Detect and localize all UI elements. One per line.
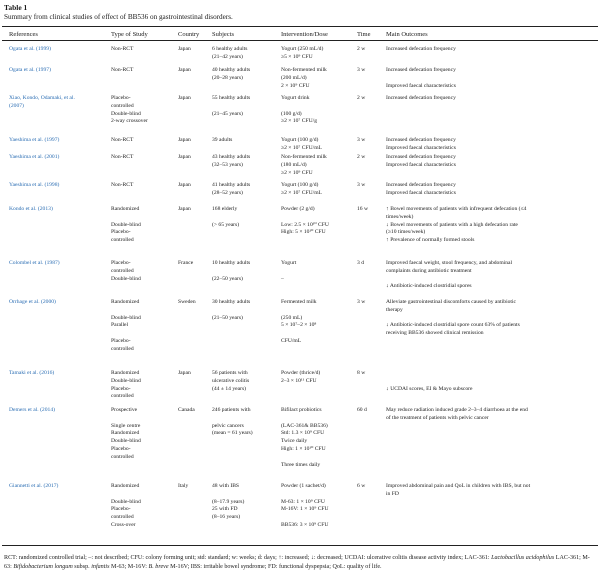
type-of-study-cell-line: Double-blind bbox=[111, 377, 141, 384]
intervention-cell bbox=[281, 154, 327, 177]
reference-cell bbox=[9, 137, 59, 145]
outcomes-cell-line: May reduce radiation induced grade 2–3–4 diarrhoea at the end bbox=[386, 407, 528, 413]
country-cell bbox=[178, 370, 191, 378]
outcomes-cell-line: receiving BB536 showed clinical remission bbox=[386, 330, 484, 337]
reference-cell-line: Giannetti et al. (2017) bbox=[9, 483, 59, 489]
outcomes-cell-line: Improved abdominal pain and QoL in children with IBS, but not bbox=[386, 483, 531, 489]
subjects-cell-line: 40 healthy adults bbox=[212, 67, 251, 73]
intervention-cell-line: CFU/mL bbox=[281, 337, 302, 344]
reference-cell bbox=[9, 260, 60, 268]
type-of-study-cell-line: Placebo- bbox=[111, 95, 131, 101]
reference-cell bbox=[9, 154, 59, 162]
type-of-study-cell-line: Placebo- bbox=[111, 506, 131, 513]
reference-cell-line: Ogata et al. (1997) bbox=[9, 67, 51, 73]
outcomes-cell-line: in FD bbox=[386, 490, 399, 497]
intervention-cell bbox=[281, 370, 320, 386]
type-of-study-cell-line: 2-way crossover bbox=[111, 118, 148, 125]
type-of-study-cell-line: controlled bbox=[111, 102, 134, 109]
intervention-cell-line: Non-fermented milk bbox=[281, 154, 327, 160]
subjects-cell bbox=[212, 46, 247, 62]
outcomes-cell-line: times/week) bbox=[386, 213, 414, 220]
type-of-study-cell-line: Single centre bbox=[111, 422, 141, 429]
subjects-cell-line: 10 healthy adults bbox=[212, 260, 251, 266]
reference-cell-line: Xiao, Kondo, Odamaki, et al. bbox=[9, 95, 75, 101]
subjects-cell-line bbox=[212, 307, 250, 315]
subjects-cell-line: 168 elderly bbox=[212, 206, 238, 212]
country-cell bbox=[178, 154, 191, 162]
intervention-cell-line: Yogurt (250 mL/d) bbox=[281, 46, 324, 52]
country-cell bbox=[178, 137, 191, 145]
type-of-study-cell-line bbox=[111, 415, 141, 423]
intervention-cell-line bbox=[281, 491, 329, 499]
reference-cell bbox=[9, 206, 53, 214]
intervention-cell-line: ≥2 × 10⁷ CFU/mL bbox=[281, 144, 322, 151]
type-of-study-cell-line bbox=[111, 491, 141, 499]
intervention-cell-line bbox=[281, 103, 317, 111]
type-of-study-cell bbox=[111, 137, 133, 145]
subjects-cell bbox=[212, 137, 232, 145]
reference-cell-line: Yaeshima et al. (2001) bbox=[9, 154, 60, 160]
type-of-study-cell-line: controlled bbox=[111, 453, 134, 460]
type-of-study-cell-line: Non-RCT bbox=[111, 137, 134, 143]
type-of-study-cell-line: Cross-over bbox=[111, 521, 136, 528]
time-cell-line: 16 w bbox=[357, 206, 369, 212]
type-of-study-cell-line: Placebo- bbox=[111, 229, 131, 236]
reference-cell bbox=[9, 299, 56, 307]
reference-cell-line: Orrhage et al. (2000) bbox=[9, 299, 56, 305]
intervention-cell-line: Powder (1 sachet/d) bbox=[281, 483, 326, 489]
intervention-cell-line: (LAC-361& BB536) bbox=[281, 422, 328, 429]
subjects-cell-line: 39 adults bbox=[212, 137, 233, 143]
subjects-cell-line: 56 patients with bbox=[212, 370, 248, 376]
outcomes-cell bbox=[386, 370, 473, 393]
type-of-study-cell-line: Placebo- bbox=[111, 445, 131, 452]
intervention-cell-line: Yogurt (100 g/d) bbox=[281, 137, 319, 143]
intervention-cell-line: Bifilact probiotics bbox=[281, 407, 322, 413]
subjects-cell-line bbox=[212, 415, 253, 423]
reference-cell-line: Yaeshima et al. (1997) bbox=[9, 137, 60, 143]
type-of-study-cell bbox=[111, 260, 141, 283]
type-of-study-cell-line: Randomized bbox=[111, 206, 140, 212]
time-cell-line: 2 w bbox=[357, 95, 366, 101]
footnote-segment: M-16V; IBS: irritable bowel syndrome; FD: functional dyspepsia; QoL: quality of life. bbox=[168, 563, 382, 570]
time-cell-line: 3 d bbox=[357, 260, 364, 266]
subjects-cell-line: 30 healthy adults bbox=[212, 299, 251, 305]
type-of-study-cell-line bbox=[111, 307, 141, 315]
type-of-study-cell-line: controlled bbox=[111, 345, 134, 352]
subjects-cell bbox=[212, 370, 249, 393]
type-of-study-cell-line: Placebo- bbox=[111, 260, 131, 266]
type-of-study-cell-line: Double-blind bbox=[111, 498, 141, 505]
type-of-study-cell bbox=[111, 182, 133, 190]
subjects-cell bbox=[212, 95, 250, 118]
type-of-study-cell-line: Randomized bbox=[111, 299, 140, 305]
time-cell-line: 2 w bbox=[357, 154, 366, 160]
outcomes-cell-line: Increased defecation frequency bbox=[386, 182, 456, 188]
subjects-cell bbox=[212, 182, 250, 198]
country-cell-line: Japan bbox=[178, 95, 191, 101]
intervention-cell-line: ≥5 × 10⁹ CFU bbox=[281, 53, 313, 60]
time-cell bbox=[357, 46, 365, 54]
time-cell-line: 6 w bbox=[357, 483, 366, 489]
type-of-study-cell-line: controlled bbox=[111, 514, 134, 521]
outcomes-cell bbox=[386, 260, 512, 291]
intervention-cell-line: Low: 2.5 × 10¹⁰ CFU bbox=[281, 221, 329, 228]
outcomes-cell-line: Improved faecal characteristics bbox=[386, 161, 456, 168]
country-cell bbox=[178, 46, 191, 54]
type-of-study-cell-line: Randomized bbox=[111, 430, 140, 437]
intervention-cell-line: M-16V: 1 × 10⁹ CFU bbox=[281, 506, 329, 513]
table-caption: Summary from clinical studies of effect of BB536 on gastrointestinal disorders. bbox=[4, 13, 233, 21]
country-cell bbox=[178, 407, 195, 415]
footnote-segment: infantis bbox=[91, 563, 110, 570]
time-cell bbox=[357, 154, 365, 162]
intervention-cell-line: Non-fermented milk bbox=[281, 67, 327, 73]
outcomes-cell-line: ↓ Antibiotic-induced clostridial spores bbox=[386, 283, 472, 290]
subjects-cell bbox=[212, 483, 244, 522]
intervention-cell-line: ≥2 × 10⁷ CFU/mL bbox=[281, 189, 322, 196]
outcomes-cell-line: Improved faecal characteristics bbox=[386, 82, 456, 89]
outcomes-cell-line bbox=[386, 75, 456, 83]
reference-cell-line: (2007) bbox=[9, 102, 24, 109]
subjects-cell-line: (21–45 years) bbox=[212, 110, 243, 117]
time-cell-line: 3 w bbox=[357, 67, 366, 73]
subjects-cell-line bbox=[212, 268, 250, 276]
header-type-of-study: Type of Study bbox=[111, 31, 148, 38]
intervention-cell bbox=[281, 407, 328, 469]
intervention-cell-line: Twice daily bbox=[281, 438, 308, 445]
type-of-study-cell bbox=[111, 46, 133, 54]
time-cell-line: 3 w bbox=[357, 182, 366, 188]
outcomes-cell-line bbox=[386, 378, 473, 386]
outcomes-cell bbox=[386, 407, 528, 423]
type-of-study-cell-line: Non-RCT bbox=[111, 67, 134, 73]
outcomes-cell bbox=[386, 67, 456, 90]
outcomes-cell bbox=[386, 154, 456, 170]
subjects-cell-line: (8–16 years) bbox=[212, 514, 241, 521]
country-cell bbox=[178, 95, 191, 103]
type-of-study-cell bbox=[111, 370, 141, 401]
outcomes-cell-line: Improved faecal characteristics bbox=[386, 189, 456, 196]
reference-cell bbox=[9, 370, 54, 378]
intervention-cell-line: M-63: 1 × 10⁹ CFU bbox=[281, 498, 325, 505]
country-cell-line: Japan bbox=[178, 370, 191, 376]
time-cell bbox=[357, 182, 365, 190]
country-cell-line: Japan bbox=[178, 154, 191, 160]
outcomes-cell-line: Improved faecal weight, stool frequency, and abdominal bbox=[386, 260, 513, 266]
subjects-cell-line bbox=[212, 103, 250, 111]
type-of-study-cell-line: controlled bbox=[111, 393, 134, 400]
intervention-cell bbox=[281, 206, 329, 237]
intervention-cell-line: 5 × 10⁷–2 × 10⁸ bbox=[281, 322, 317, 329]
footnote-segment: B. breve bbox=[148, 563, 169, 570]
type-of-study-cell bbox=[111, 206, 141, 245]
type-of-study-cell-line: Double-blind bbox=[111, 438, 141, 445]
subjects-cell bbox=[212, 67, 250, 83]
subjects-cell bbox=[212, 206, 239, 229]
subjects-cell-line: (44 ± 14 years) bbox=[212, 385, 246, 392]
intervention-cell bbox=[281, 46, 323, 62]
country-cell-line: Japan bbox=[178, 67, 191, 73]
footnote-segment: subsp. bbox=[72, 563, 92, 570]
intervention-cell-line: (180 mL/d) bbox=[281, 161, 307, 168]
intervention-cell bbox=[281, 137, 322, 153]
subjects-cell-line: pelvic cancers bbox=[212, 422, 244, 429]
subjects-cell-line: (mean = 61 years) bbox=[212, 430, 253, 437]
subjects-cell-line: 25 with FD bbox=[212, 506, 238, 513]
table-footnote bbox=[4, 554, 596, 572]
subjects-cell-line: (28–52 years) bbox=[212, 189, 243, 196]
type-of-study-cell-line: Non-RCT bbox=[111, 46, 134, 52]
outcomes-cell bbox=[386, 95, 456, 103]
time-cell-line: 3 w bbox=[357, 299, 366, 305]
reference-cell bbox=[9, 46, 51, 54]
subjects-cell-line bbox=[212, 214, 239, 222]
type-of-study-cell bbox=[111, 483, 141, 530]
subjects-cell-line: 43 healthy adults bbox=[212, 154, 251, 160]
footnote-segment: LAC-361; M-63: bbox=[4, 555, 590, 570]
reference-cell bbox=[9, 407, 55, 415]
subjects-cell bbox=[212, 299, 250, 322]
outcomes-cell bbox=[386, 182, 456, 198]
intervention-cell-line: – bbox=[281, 275, 284, 282]
type-of-study-cell-line: controlled bbox=[111, 237, 134, 244]
reference-cell bbox=[9, 483, 58, 491]
type-of-study-cell-line: Parallel bbox=[111, 322, 129, 329]
intervention-cell-line: Yogurt (100 g/d) bbox=[281, 182, 319, 188]
time-cell-line: 2 w bbox=[357, 46, 366, 52]
time-cell bbox=[357, 407, 367, 415]
type-of-study-cell-line: Placebo- bbox=[111, 385, 131, 392]
country-cell-line: Italy bbox=[178, 483, 189, 489]
outcomes-cell-line: Increased defecation frequency bbox=[386, 95, 456, 101]
type-of-study-cell bbox=[111, 154, 133, 162]
outcomes-cell-line bbox=[386, 370, 473, 378]
bottom-rule bbox=[2, 545, 598, 546]
subjects-cell-line: (20–28 years) bbox=[212, 74, 243, 81]
intervention-cell-line: Three times daily bbox=[281, 461, 321, 468]
type-of-study-cell-line bbox=[111, 214, 141, 222]
outcomes-cell-line: ↑ Bowel movements of patients with infrequent defecation (≤4 bbox=[386, 206, 527, 212]
outcomes-cell-line: of the treatment of patients with pelvic cancer bbox=[386, 414, 489, 421]
type-of-study-cell-line: Prospective bbox=[111, 407, 138, 413]
reference-cell-line: Demers et al. (2014) bbox=[9, 407, 55, 413]
outcomes-cell-line: complaints during antibiotic treatment bbox=[386, 267, 472, 274]
reference-cell-line: Kondo et al. (2013) bbox=[9, 206, 53, 212]
intervention-cell-line: (100 g/d) bbox=[281, 110, 302, 117]
outcomes-cell-line: therapy bbox=[386, 306, 403, 313]
outcomes-cell-line bbox=[386, 276, 512, 284]
subjects-cell-line: (8–17.9 years) bbox=[212, 498, 245, 505]
country-cell-line: France bbox=[178, 260, 194, 266]
footnote-segment: Lactobacillus acidophilus bbox=[491, 555, 555, 561]
intervention-cell bbox=[281, 299, 317, 346]
time-cell bbox=[357, 260, 364, 268]
outcomes-cell-line: ↓ Antibiotic-induced clostridial spore count 63% of patients bbox=[386, 322, 520, 329]
header-intervention-dose: Intervention/Dose bbox=[281, 31, 328, 38]
header-time: Time bbox=[357, 31, 371, 38]
intervention-cell-line: ≥2 × 10⁷ CFU/g bbox=[281, 118, 317, 125]
intervention-cell-line: BB536: 3 × 10⁹ CFU bbox=[281, 521, 329, 528]
intervention-cell-line: (200 mL/d) bbox=[281, 74, 307, 81]
outcomes-cell-line: Increased defecation frequency bbox=[386, 67, 456, 73]
outcomes-cell-line: Increased defecation frequency bbox=[386, 46, 456, 52]
country-cell bbox=[178, 260, 193, 268]
subjects-cell-line: 41 healthy adults bbox=[212, 182, 251, 188]
subjects-cell-line: 6 healthy adults bbox=[212, 46, 248, 52]
subjects-cell-line: (22–50 years) bbox=[212, 275, 243, 282]
time-cell bbox=[357, 483, 365, 491]
outcomes-cell bbox=[386, 206, 526, 245]
type-of-study-cell-line bbox=[111, 330, 141, 338]
country-cell-line: Canada bbox=[178, 407, 195, 413]
subjects-cell-line: (21–42 years) bbox=[212, 53, 243, 60]
header-subjects: Subjects bbox=[212, 31, 235, 38]
footnote-segment: M-63; M-16V: bbox=[109, 563, 149, 570]
subjects-cell-line: 55 healthy adults bbox=[212, 95, 251, 101]
country-cell bbox=[178, 483, 188, 491]
table-label: Table 1 bbox=[4, 3, 28, 12]
intervention-cell-line: Powder (thrice/d) bbox=[281, 370, 321, 376]
outcomes-cell-line: Alleviate gastrointestinal discomforts caused by antibiotic bbox=[386, 299, 517, 305]
type-of-study-cell-line: Randomized bbox=[111, 370, 140, 376]
type-of-study-cell-line: Non-RCT bbox=[111, 182, 134, 188]
subjects-cell bbox=[212, 407, 253, 438]
outcomes-cell-line: Improved faecal characteristics bbox=[386, 144, 456, 151]
intervention-cell-line: ≥2 × 10⁹ CFU bbox=[281, 169, 313, 176]
outcomes-cell-line: ↑ Prevalence of normally formed stools bbox=[386, 237, 475, 244]
subjects-cell-line: ulcerative colitis bbox=[212, 377, 250, 384]
intervention-cell-line: High: 5 × 10¹⁰ CFU bbox=[281, 229, 326, 236]
subjects-cell-line: 246 patients with bbox=[212, 407, 251, 413]
type-of-study-cell-line: Non-RCT bbox=[111, 154, 134, 160]
type-of-study-cell bbox=[111, 67, 133, 75]
subjects-cell-line: (21–50 years) bbox=[212, 314, 243, 321]
time-cell-line: 8 w bbox=[357, 370, 366, 376]
reference-cell bbox=[9, 182, 59, 190]
outcomes-cell-line: ↓ Bowel movements of patients with a high defecation rate bbox=[386, 221, 518, 228]
type-of-study-cell-line: Double-blind bbox=[111, 221, 141, 228]
intervention-cell bbox=[281, 260, 296, 283]
subjects-cell-line bbox=[212, 491, 244, 499]
subjects-cell-line: (32–53 years) bbox=[212, 161, 243, 168]
outcomes-cell-line: Increased defecation frequency bbox=[386, 137, 456, 143]
reference-cell-line: Ogata et al. (1999) bbox=[9, 46, 51, 52]
time-cell bbox=[357, 95, 365, 103]
outcomes-cell bbox=[386, 299, 520, 338]
intervention-cell-line bbox=[281, 330, 317, 338]
outcomes-cell bbox=[386, 483, 530, 499]
type-of-study-cell bbox=[111, 95, 148, 126]
intervention-cell-line: Std: 1.3 × 10⁹ CFU bbox=[281, 430, 325, 437]
type-of-study-cell-line: Randomized bbox=[111, 483, 140, 489]
intervention-cell-line: Yogurt bbox=[281, 260, 297, 266]
subjects-cell-line: (> 65 years) bbox=[212, 221, 240, 228]
footnote-segment: Bifidobacterium longum bbox=[13, 563, 73, 570]
outcomes-cell-line: (≥10 times/week) bbox=[386, 229, 426, 236]
country-cell-line: Sweden bbox=[178, 299, 196, 305]
subjects-cell bbox=[212, 260, 250, 283]
intervention-cell-line bbox=[281, 307, 317, 315]
time-cell bbox=[357, 299, 365, 307]
intervention-cell-line bbox=[281, 214, 329, 222]
intervention-cell-line: Powder (2 g/d) bbox=[281, 206, 315, 212]
header-country: Country bbox=[178, 31, 200, 38]
outcomes-cell-line: Increased defecation frequency bbox=[386, 154, 456, 160]
time-cell bbox=[357, 67, 365, 75]
reference-cell-line: Tamaki et al. (2016) bbox=[9, 370, 55, 376]
country-cell bbox=[178, 206, 191, 214]
intervention-cell bbox=[281, 483, 329, 530]
intervention-cell bbox=[281, 182, 322, 198]
intervention-cell-line: (250 mL) bbox=[281, 314, 303, 321]
reference-cell-line: Yaeshima et al. (1998) bbox=[9, 182, 60, 188]
type-of-study-cell-line: Double-blind bbox=[111, 275, 141, 282]
type-of-study-cell bbox=[111, 407, 141, 462]
footnote-segment: RCT: randomized controlled trial; –: not described; CFU: colony forming unit; std: standard; w: weeks; d: days; ↑: increased; ↓: decreased; UCDAI: ulcerative colitis disease activity index; LAC-361: bbox=[4, 555, 492, 561]
subjects-cell bbox=[212, 154, 250, 170]
type-of-study-cell-line: Double-blind bbox=[111, 110, 141, 117]
country-cell-line: Japan bbox=[178, 206, 191, 212]
type-of-study-cell-line: controlled bbox=[111, 267, 134, 274]
country-cell-line: Japan bbox=[178, 46, 191, 52]
intervention-cell-line bbox=[281, 454, 328, 462]
intervention-cell-line bbox=[281, 415, 328, 423]
intervention-cell-line: 2–3 × 10¹¹ CFU bbox=[281, 377, 317, 384]
time-cell-line: 60 d bbox=[357, 407, 367, 413]
header-references: References bbox=[9, 31, 38, 38]
country-cell bbox=[178, 299, 196, 307]
intervention-cell-line: High: 1 × 10¹⁰ CFU bbox=[281, 445, 326, 452]
reference-cell bbox=[9, 95, 75, 111]
time-cell-line: 3 w bbox=[357, 137, 366, 143]
outcomes-cell-line: ↓ UCDAI scores, EI & Mayo subscore bbox=[386, 385, 473, 392]
time-cell bbox=[357, 206, 368, 214]
header-main-outcomes: Main Outcomes bbox=[386, 31, 428, 38]
subjects-cell-line: 48 with IBS bbox=[212, 483, 240, 489]
outcomes-cell bbox=[386, 137, 456, 153]
country-cell-line: Japan bbox=[178, 137, 191, 143]
type-of-study-cell-line: Double-blind bbox=[111, 314, 141, 321]
country-cell bbox=[178, 182, 191, 190]
time-cell bbox=[357, 370, 365, 378]
time-cell bbox=[357, 137, 365, 145]
outcomes-cell bbox=[386, 46, 456, 54]
intervention-cell-line bbox=[281, 514, 329, 522]
country-cell-line: Japan bbox=[178, 182, 191, 188]
intervention-cell-line: Fermented milk bbox=[281, 299, 317, 305]
reference-cell-line: Colombel et al. (1987) bbox=[9, 260, 60, 266]
intervention-cell-line bbox=[281, 268, 296, 276]
country-cell bbox=[178, 67, 191, 75]
intervention-cell-line: Yogurt drink bbox=[281, 95, 310, 101]
intervention-cell bbox=[281, 95, 317, 126]
type-of-study-cell-line: Placebo- bbox=[111, 337, 131, 344]
intervention-cell-line: 2 × 10⁹ CFU bbox=[281, 82, 310, 89]
reference-cell bbox=[9, 67, 51, 75]
type-of-study-cell bbox=[111, 299, 141, 354]
intervention-cell bbox=[281, 67, 327, 90]
